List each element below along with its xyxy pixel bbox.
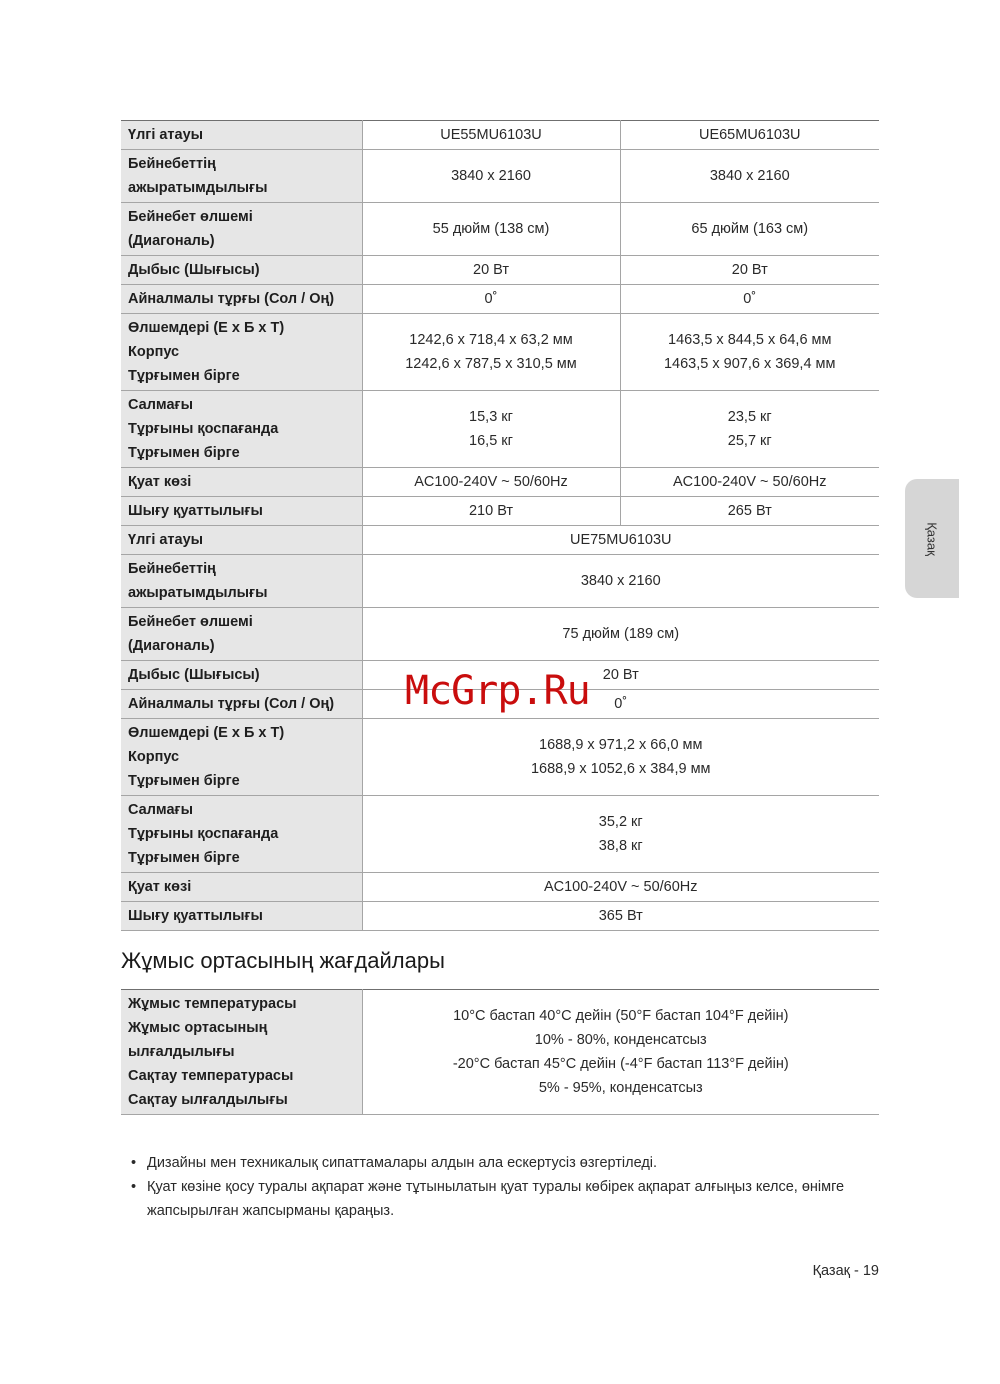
row-label: Корпус <box>128 344 180 360</box>
row-label-cell <box>121 608 362 661</box>
row-label: Корпус <box>128 749 180 765</box>
row-label-cell <box>121 468 362 497</box>
row-label: Айналмалы тұрғы (Сол / Оң) <box>128 696 335 712</box>
row-label: Үлгі атауы <box>128 532 204 548</box>
row-value: 10°C бастап 40°C дейін (50°F бастап 104°F дейін) <box>453 1008 789 1024</box>
table-row <box>121 256 879 285</box>
row-label-cell <box>121 902 362 931</box>
row-value-cell <box>362 526 879 555</box>
row-value-cell <box>362 150 620 203</box>
row-label: Бейнебеттің <box>128 156 216 172</box>
side-tab-label: Қазақ <box>924 521 940 556</box>
row-value: AC100-240V ~ 50/60Hz <box>414 474 568 490</box>
row-value: 10% - 80%, конденсатсыз <box>534 1032 707 1048</box>
row-value: 1242,6 x 718,4 x 63,2 мм <box>409 332 573 348</box>
row-label-cell <box>121 150 362 203</box>
row-value-cell <box>362 256 620 285</box>
row-label-cell <box>121 314 362 391</box>
row-label: Айналмалы тұрғы (Сол / Оң) <box>128 291 335 307</box>
row-label: Тұрғымен бірге <box>128 368 240 384</box>
row-value: 55 дюйм (138 см) <box>432 221 550 237</box>
row-value-cell <box>362 121 620 150</box>
row-value-cell <box>362 555 879 608</box>
table-row <box>121 150 879 203</box>
row-value: 35,2 кг <box>598 814 643 830</box>
table-row <box>121 203 879 256</box>
row-label-cell <box>121 285 362 314</box>
row-value-cell <box>362 873 879 902</box>
row-label: (Диагональ) <box>128 233 215 249</box>
row-label-cell <box>121 497 362 526</box>
environment-value-cell <box>362 990 879 1115</box>
row-label: Тұрғымен бірге <box>128 850 240 866</box>
row-label-cell <box>121 203 362 256</box>
row-value: 1242,6 x 787,5 x 310,5 мм <box>405 356 577 372</box>
table-row <box>121 121 879 150</box>
table-row <box>121 902 879 931</box>
row-value-cell <box>362 391 620 468</box>
language-side-tab[interactable] <box>905 479 959 598</box>
table-row <box>121 608 879 661</box>
row-value: 20 Вт <box>473 262 509 278</box>
row-value: UE65MU6103U <box>698 127 801 143</box>
row-label: Сақтау температурасы <box>128 1068 294 1084</box>
row-label: Бейнебет өлшемі <box>128 209 253 225</box>
table-row <box>121 285 879 314</box>
row-value: -20°C бастап 45°C дейін (-4°F бастап 113°F дейін) <box>452 1056 789 1072</box>
row-value-cell <box>620 121 879 150</box>
row-label: Шығу қуаттылығы <box>128 908 263 924</box>
row-value-cell <box>362 285 620 314</box>
row-label-cell <box>121 256 362 285</box>
row-label: Тұрғыны қоспағанда <box>128 421 279 437</box>
list-item <box>131 1175 879 1223</box>
row-value: 1688,9 x 1052,6 x 384,9 мм <box>530 761 711 777</box>
row-label: Тұрғыны қоспағанда <box>128 826 279 842</box>
row-value: 0˚ <box>614 696 628 712</box>
row-label: Шығу қуаттылығы <box>128 503 263 519</box>
row-value: UE55MU6103U <box>440 127 542 143</box>
row-label: Өлшемдері (Е x Б x Т) <box>128 320 285 336</box>
table-row <box>121 873 879 902</box>
row-value-cell <box>362 608 879 661</box>
row-label: Бейнебет өлшемі <box>128 614 253 630</box>
row-label: Өлшемдері (Е x Б x Т) <box>128 725 285 741</box>
row-label-cell <box>121 690 362 719</box>
row-label: (Диагональ) <box>128 638 215 654</box>
row-label-cell <box>121 555 362 608</box>
row-value: 65 дюйм (163 см) <box>691 221 809 237</box>
row-label-cell <box>121 661 362 690</box>
table-row <box>121 990 879 1115</box>
note-text: Дизайны мен техникалық сипаттамалары алдын ала ескертусіз өзгертіледі. <box>147 1155 658 1171</box>
row-label-cell <box>121 391 362 468</box>
row-value: 0˚ <box>743 291 757 307</box>
row-value-cell <box>362 902 879 931</box>
table-row <box>121 719 879 796</box>
page-number: Қазақ - 19 <box>812 1263 879 1279</box>
row-value-cell <box>620 391 879 468</box>
table-row <box>121 555 879 608</box>
row-value-cell <box>362 796 879 873</box>
row-value-cell <box>620 150 879 203</box>
row-label: Салмағы <box>128 802 193 818</box>
row-label: Жұмыс ортасының <box>128 1020 268 1036</box>
row-value: 1463,5 x 844,5 x 64,6 мм <box>668 332 832 348</box>
section-title: Жұмыс ортасының жағдайлары <box>121 948 445 973</box>
row-value-cell <box>362 497 620 526</box>
bullet-icon: • <box>131 1179 137 1195</box>
row-value: AC100-240V ~ 50/60Hz <box>672 474 827 490</box>
table-row <box>121 497 879 526</box>
row-value-cell <box>620 468 879 497</box>
environment-table <box>121 989 879 1115</box>
row-value: 16,5 кг <box>469 433 513 449</box>
row-value: 210 Вт <box>468 503 514 519</box>
bullet-icon: • <box>131 1155 137 1171</box>
row-label-cell <box>121 526 362 555</box>
row-label-cell <box>121 719 362 796</box>
row-label: ажыратымдылығы <box>128 180 268 196</box>
row-label: Сақтау ылғалдылығы <box>128 1092 288 1108</box>
list-item <box>131 1151 879 1175</box>
row-label: Дыбыс (Шығысы) <box>128 667 260 683</box>
row-value: 265 Вт <box>727 503 772 519</box>
table-row <box>121 314 879 391</box>
row-value-cell <box>620 203 879 256</box>
table-row <box>121 391 879 468</box>
row-label: ажыратымдылығы <box>128 585 268 601</box>
row-value: 75 дюйм (189 см) <box>562 626 680 642</box>
row-value-cell <box>620 497 879 526</box>
row-value-cell <box>362 314 620 391</box>
row-label-cell <box>121 796 362 873</box>
row-label: ылғалдылығы <box>128 1044 235 1060</box>
table-row <box>121 468 879 497</box>
row-value-cell <box>620 285 879 314</box>
row-label: Салмағы <box>128 397 193 413</box>
row-value: 15,3 кг <box>469 409 513 425</box>
row-value-cell <box>362 468 620 497</box>
row-value-cell <box>620 314 879 391</box>
row-label: Тұрғымен бірге <box>128 445 240 461</box>
table-row <box>121 526 879 555</box>
row-value: 5% - 95%, конденсатсыз <box>538 1080 703 1096</box>
row-value: 25,7 кг <box>727 433 772 449</box>
watermark: McGrp.Ru <box>405 668 590 714</box>
row-value: 20 Вт <box>602 667 639 683</box>
table-row <box>121 796 879 873</box>
row-value: 3840 x 2160 <box>709 168 790 184</box>
row-label-cell <box>121 121 362 150</box>
row-value: UE75MU6103U <box>569 532 672 548</box>
notes-list <box>131 1151 879 1223</box>
row-label: Үлгі атауы <box>128 127 204 143</box>
row-value: 23,5 кг <box>727 409 772 425</box>
row-label: Тұрғымен бірге <box>128 773 240 789</box>
row-label: Жұмыс температурасы <box>128 996 297 1012</box>
row-value: 3840 x 2160 <box>580 573 661 589</box>
row-value: 38,8 кг <box>598 838 643 854</box>
row-label: Қуат көзі <box>128 879 192 895</box>
row-value: 3840 x 2160 <box>451 168 531 184</box>
environment-label-cell <box>121 990 362 1115</box>
row-value-cell <box>620 256 879 285</box>
row-value: 1463,5 x 907,6 x 369,4 мм <box>663 356 836 372</box>
row-label: Дыбыс (Шығысы) <box>128 262 260 278</box>
row-value: 365 Вт <box>598 908 643 924</box>
row-value: 20 Вт <box>731 262 768 278</box>
row-value-cell <box>362 203 620 256</box>
row-value-cell <box>362 719 879 796</box>
row-value: 0˚ <box>484 291 498 307</box>
row-value: AC100-240V ~ 50/60Hz <box>543 879 698 895</box>
row-value: 1688,9 x 971,2 x 66,0 мм <box>539 737 703 753</box>
note-text: Қуат көзіне қосу туралы ақпарат және тұтынылатын қуат туралы көбірек ақпарат алғыңыз келсе, өнімге жапсырылған жапсырманы қараңыз. <box>147 1179 845 1219</box>
row-label-cell <box>121 873 362 902</box>
specifications-table <box>121 120 879 931</box>
row-label: Қуат көзі <box>128 474 192 490</box>
row-label: Бейнебеттің <box>128 561 216 577</box>
specifications-table-body <box>121 121 879 931</box>
